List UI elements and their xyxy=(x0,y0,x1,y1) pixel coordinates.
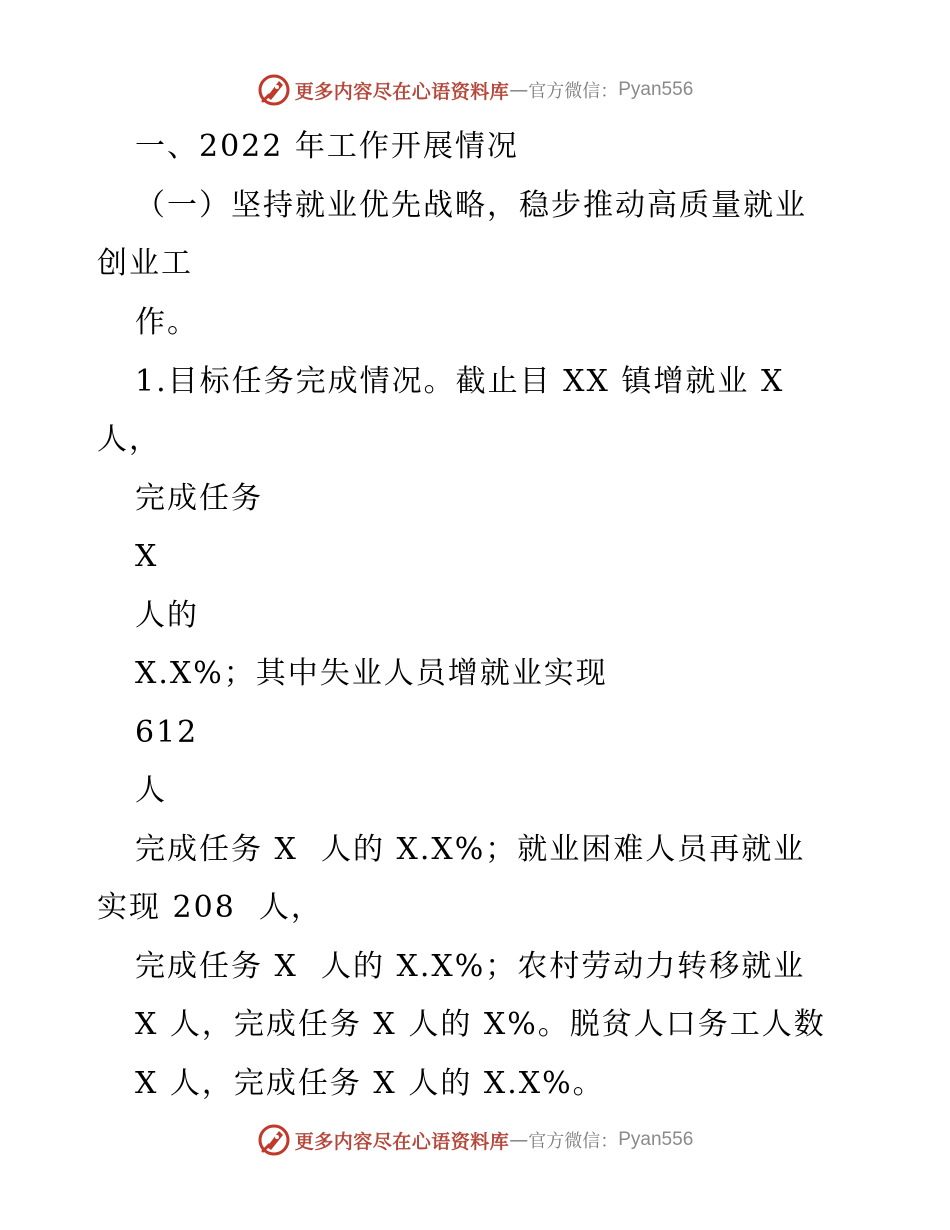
header-banner xyxy=(0,70,950,110)
banner-main-text: 更多内容尽在心语资料库 xyxy=(294,80,510,103)
text-line: 作。 xyxy=(135,305,199,340)
text-line: 人的 xyxy=(135,598,199,633)
pen-nib-logo-icon xyxy=(257,1123,291,1157)
banner-separator: — xyxy=(509,79,529,101)
text-line: 612 xyxy=(135,715,199,750)
text-line: 完成任务 xyxy=(135,481,263,516)
pen-nib-logo-icon xyxy=(257,73,291,107)
text-line: 人 xyxy=(135,773,167,808)
text-line: X xyxy=(135,539,159,574)
text-line: 实现 208 人， xyxy=(97,890,323,925)
banner-wechat-id: Pyan556 xyxy=(618,79,694,100)
text-line: 完成任务 X 人的 X.X%；就业困难人员再就业 xyxy=(135,832,806,867)
banner-main-text: 更多内容尽在心语资料库 xyxy=(294,1130,510,1153)
text-line: 人， xyxy=(97,422,161,457)
banner-wechat-label: 官方微信： xyxy=(528,1131,619,1152)
text-line: X.X%；其中失业人员增就业实现 xyxy=(135,656,608,691)
banner-separator: — xyxy=(509,1129,529,1151)
banner-wechat-label: 官方微信： xyxy=(528,81,619,102)
text-line: 创业工 xyxy=(97,246,193,281)
text-line: 1.目标任务完成情况。截止目 XX 镇增就业 X xyxy=(135,364,785,399)
text-line: 完成任务 X 人的 X.X%；农村劳动力转移就业 xyxy=(135,949,806,984)
text-line: X 人，完成任务 X 人的 X.X%。 xyxy=(135,1066,605,1101)
subsection-heading: （一）坚持就业优先战略，稳步推动高质量就业 xyxy=(135,188,807,223)
footer-banner xyxy=(0,1120,950,1160)
text-line: X 人，完成任务 X 人的 X%。脱贫人口务工人数 xyxy=(135,1007,826,1042)
banner-wechat-id: Pyan556 xyxy=(618,1129,694,1150)
section-heading: 一、2022 年工作开展情况 xyxy=(135,129,519,164)
